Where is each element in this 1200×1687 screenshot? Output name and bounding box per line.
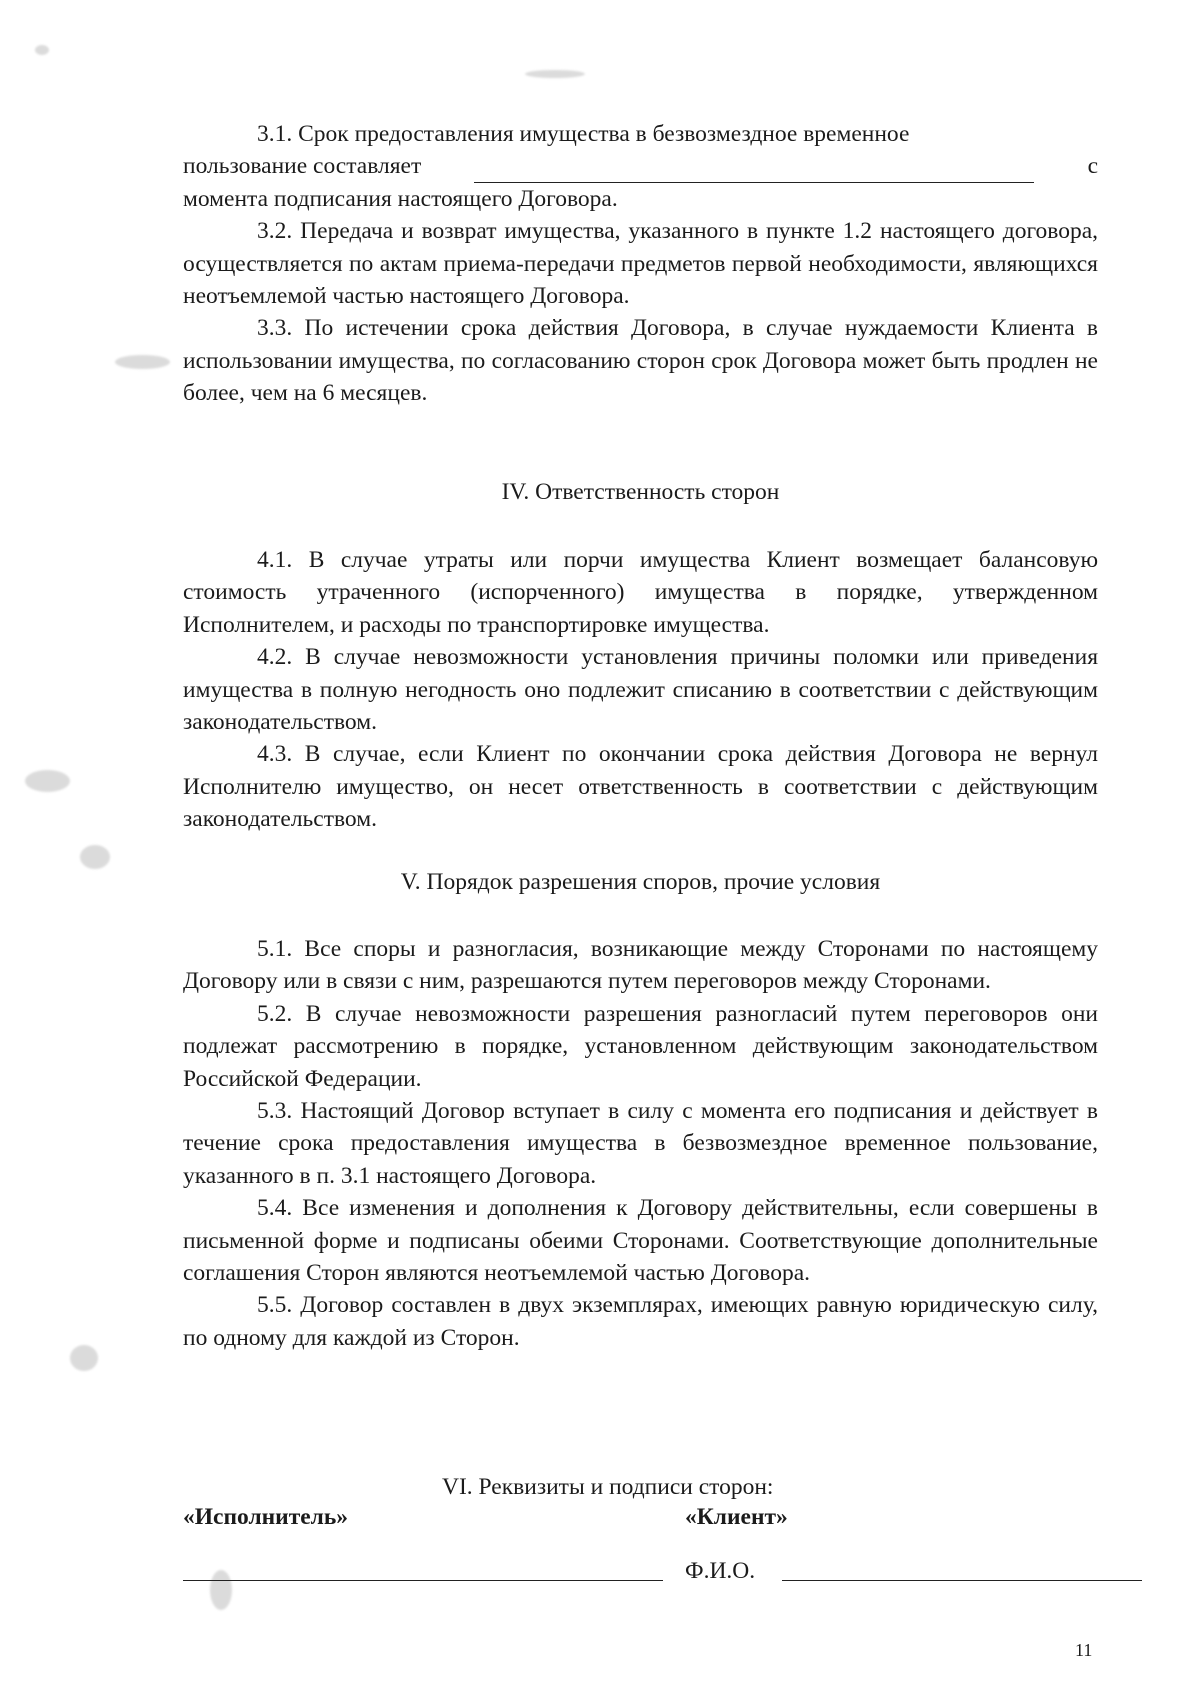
section-5-title: V. Порядок разрешения споров, прочие условия: [400, 869, 881, 895]
scan-speck: [115, 355, 170, 369]
executor-label: «Исполнитель»: [183, 1504, 349, 1530]
clause-3-1-line2: [183, 150, 1098, 182]
clause-3-2: 3.2. Передача и возврат имущества, указанного в пункте 1.2 настоящего договора, осуществляется по актам приема-передачи предметов первой необходимости, являющихся неотъемлемой частью настоящего Договора.: [183, 218, 1098, 310]
scan-speck: [525, 70, 585, 78]
clause-3-1-line3: момента подписания настоящего Договора.: [183, 185, 618, 212]
section-3: [183, 118, 1098, 410]
scan-speck: [80, 845, 110, 869]
client-fio-field[interactable]: [782, 1558, 1142, 1581]
section-4-title: IV. Ответственность сторон: [501, 479, 780, 505]
clause-5-2: 5.2. В случае невозможности разрешения разногласий путем переговоров они подлежат рассмотрению в порядке, установленном действующим законодательством Российской Федерации.: [183, 1000, 1098, 1092]
section-4: [183, 544, 1098, 836]
clause-5-5: 5.5. Договор составлен в двух экземплярах, имеющих равную юридическую силу, по одному для каждой из Сторон.: [183, 1292, 1098, 1351]
clause-3-1-from: с: [1087, 153, 1098, 180]
executor-signature-field[interactable]: [183, 1558, 663, 1581]
scan-speck: [25, 770, 70, 792]
clause-5-3: 5.3. Настоящий Договор вступает в силу с момента его подписания и действует в течение срока предоставления имущества в безвозмездное временное пользование, указанного в п. 3.1 настоящего Договора.: [183, 1098, 1098, 1189]
term-blank-field[interactable]: [474, 160, 1034, 183]
fio-label: Ф.И.О.: [685, 1558, 756, 1584]
clause-4-3: 4.3. В случае, если Клиент по окончании срока действия Договора не вернул Исполнителю имущество, он несет ответственность в соответствии с действующим законодательством.: [183, 741, 1098, 833]
clause-5-4: 5.4. Все изменения и дополнения к Договору действительны, если совершены в письменной форме и подписаны обеими Сторонами. Соответствующие дополнительные соглашения Сторон являются неотъемлемой частью Договора.: [183, 1195, 1098, 1287]
clause-4-1: 4.1. В случае утраты или порчи имущества Клиент возмещает балансовую стоимость утраченного (испорченного) имущества в порядке, утвержденном Исполнителем, и расходы по транспортировке имущества.: [183, 547, 1098, 638]
client-label: «Клиент»: [685, 1504, 788, 1530]
clause-4-2: 4.2. В случае невозможности установления причины поломки или приведения имущества в полную негодность оно подлежит списанию в соответствии с действующим законодательством.: [183, 644, 1098, 736]
clause-3-1-term-label: пользование составляет: [183, 153, 422, 180]
scan-speck: [70, 1345, 98, 1371]
clause-5-1: 5.1. Все споры и разногласия, возникающие между Сторонами по настоящему Договору или в связи с ним, разрешаются путем переговоров между Сторонами.: [183, 936, 1098, 995]
section-6-title: VI. Реквизиты и подписи сторон:: [442, 1474, 774, 1500]
section-5: [183, 933, 1098, 1354]
page-number: 11: [1075, 1640, 1093, 1660]
clause-3-3: 3.3. По истечении срока действия Договора, в случае нуждаемости Клиента в использовании имущества, по согласованию сторон срок Договора может быть продлен не более, чем на 6 месяцев.: [183, 315, 1098, 407]
clause-3-1-line1: 3.1. Срок предоставления имущества в безвозмездное временное: [257, 121, 910, 147]
scan-speck: [35, 45, 49, 55]
